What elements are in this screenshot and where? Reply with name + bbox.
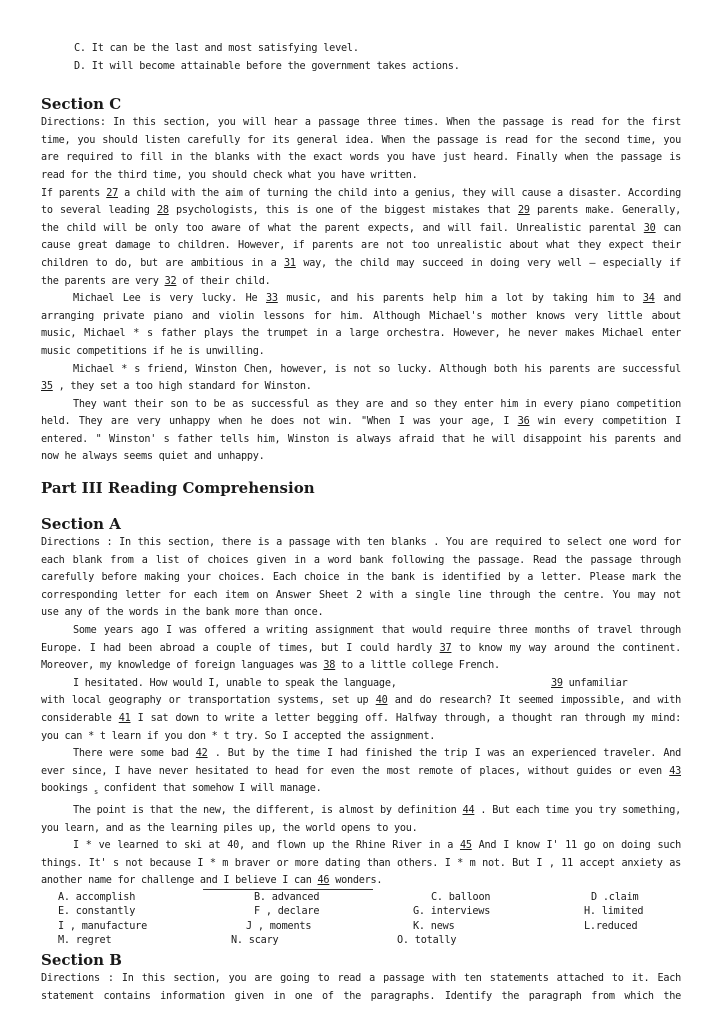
section-c-directions: Directions: In this section, you will hear a passage three times. When the passage is read for the first time, you should listen carefully for its general idea. When the passage is read for the second time, you are required to fill in the blanks with the exact words you have just heard. Finally when the passage is read for the third time, you should check what you have written. (41, 117, 681, 181)
blank-43: 43 (669, 765, 681, 777)
blank-44: 44 (462, 805, 475, 816)
blank-38: 38 (323, 660, 336, 672)
blank-29: 29 (517, 205, 530, 217)
option-d: D. It will become attainable before the government takes actions. (74, 60, 460, 72)
exam-page (41, 40, 681, 1005)
section-b-title: Section B (41, 950, 122, 969)
section-c-paragraph-3: Michael * s friend, Winston Chen, however, is not so lucky. Although both his parents are successful 35 , they set a too high standard for Winston. (41, 363, 681, 393)
blank-46: 46 (317, 875, 330, 887)
bank-choice-a: A. accomplish (58, 891, 136, 903)
section-a-paragraph-2: I hesitated. How would I, unable to speak the language, 39 unfamiliar with local geography or transportation systems, set up 40 and do research? It seemed impossible, and with considerable 41 I sat down to write a letter begging off. Halfway through, a thought ran through my mind: you can * t learn if you don * t try. So I accepted the assignment. (41, 677, 681, 742)
section-a-paragraph-4: The point is that the new, the different, is almost by definition 44 . But each time you try something, you learn, and as the learning piles up, the world opens to you. (41, 805, 681, 834)
blank-37: 37 (439, 642, 452, 654)
blank-32: 32 (164, 275, 177, 287)
blank-30: 30 (643, 222, 656, 234)
blank-41: 41 (118, 713, 131, 724)
bank-choice-i: I , manufacture (58, 920, 148, 932)
blank-39: 39 (551, 677, 563, 689)
bank-choice-c: C. balloon (431, 891, 491, 903)
blank-31: 31 (284, 257, 296, 269)
bank-choice-n: N. scary (231, 935, 279, 947)
section-c-title: Section C (41, 95, 122, 114)
section-b-directions: Directions : In this section, you are going to read a passage with ten statements attached to it. Each statement contains information given in one of the paragraphs. Identify the paragraph from which the (41, 972, 681, 1002)
bank-choice-e: E. constantly (58, 906, 136, 918)
blank-28: 28 (156, 205, 169, 217)
word-bank (41, 890, 681, 962)
bank-choice-k: K. news (413, 920, 455, 932)
section-c-paragraph-1: If parents 27 a child with the aim of turning the child into a genius, they will cause a disaster. According to several leading 28 psychologists, this is one of the biggest mistakes that 29 parents make. Generally, the child will be only too aware of what the parent expects, and will fail. Unrealistic parental 30 can cause great damage to children. However, if parents are not too unrealistic about what they expect their children to do, but are ambitious in a 31 way, the child may succeed in doing very well — especially if the parents are very 32 of their child. (41, 187, 681, 287)
section-a-directions: Directions : In this section, there is a passage with ten blanks . You are required to select one word for each blank from a list of choices given in a word bank following the passage. Read the passage through carefully before making your choices. Each choice in the bank is identified by a letter. Please mark the corresponding letter for each item on Answer Sheet 2 with a single line through the centre. You may not use any of the words in the bank more than once. (41, 537, 681, 619)
blank-34: 34 (642, 293, 655, 305)
blank-45: 45 (459, 840, 472, 852)
bank-choice-l: L.reduced (584, 920, 638, 932)
section-c-paragraph-4: They want their son to be as successful as they are and so they enter him in every piano competition held. They are very unhappy when he does not win. "When I was your age, I 36 win every competition I entered. " Winston' s father tells him, Winston is always afraid that he will disappoint his parents and now he always seems quiet and unhappy. (41, 398, 681, 463)
blank-42: 42 (195, 748, 208, 760)
bank-choice-h: H. limited (584, 906, 644, 918)
section-a-paragraph-5: I * ve learned to ski at 40, and flown up the Rhine River in a 45 And I know I' 11 go on doing such things. It' s not because I * m braver or more dating than others. I * m not. But I , 11 accept anxiety as another name for challenge and I believe I can 46 wonders. (41, 840, 681, 887)
section-a-paragraph-1: Some years ago I was offered a writing assignment that would require three months of travel through Europe. I had been abroad a couple of times, but I could hardly 37 to know my way around the continent. Moreover, my knowledge of foreign languages was 38 to a little college French. (41, 625, 682, 672)
blank-33: 33 (265, 293, 278, 305)
bank-choice-m: M. regret (58, 935, 112, 947)
option-c: C. It can be the last and most satisfying level. (74, 43, 359, 54)
bank-choice-o: O. totally (397, 935, 457, 947)
word-bank-rule (203, 889, 373, 890)
bank-choice-f: F , declare (254, 906, 320, 918)
bank-choice-b: B. advanced (254, 891, 320, 903)
blank-35: 35 (41, 381, 53, 393)
section-a-title: Section A (41, 515, 121, 534)
section-c-paragraph-2: Michael Lee is very lucky. He 33 music, and his parents help him a lot by taking him to 34 and arranging private piano and violin lessons for him. Although Michael's mother knows very little about music, Michael * s father plays the trumpet in a large orchestra. However, he never makes Michael enter music competitions if he is unwilling. (41, 293, 681, 357)
blank-27: 27 (106, 187, 118, 199)
blank-40: 40 (375, 695, 388, 707)
part-3-title: Part III Reading Comprehension (41, 479, 315, 498)
section-a-paragraph-3: There were some bad 42 . But by the time I had finished the trip I was an experienced traveler. And ever since, I have never hesitated to head for even the most remote of places, without guides or even 43 bookings $_s$ confident that somehow I will manage. (41, 748, 681, 797)
bank-choice-g: G. interviews (413, 906, 491, 918)
blank-36: 36 (517, 416, 530, 428)
bank-choice-j: J , moments (246, 920, 312, 932)
bank-choice-d: D .claim (591, 891, 639, 903)
